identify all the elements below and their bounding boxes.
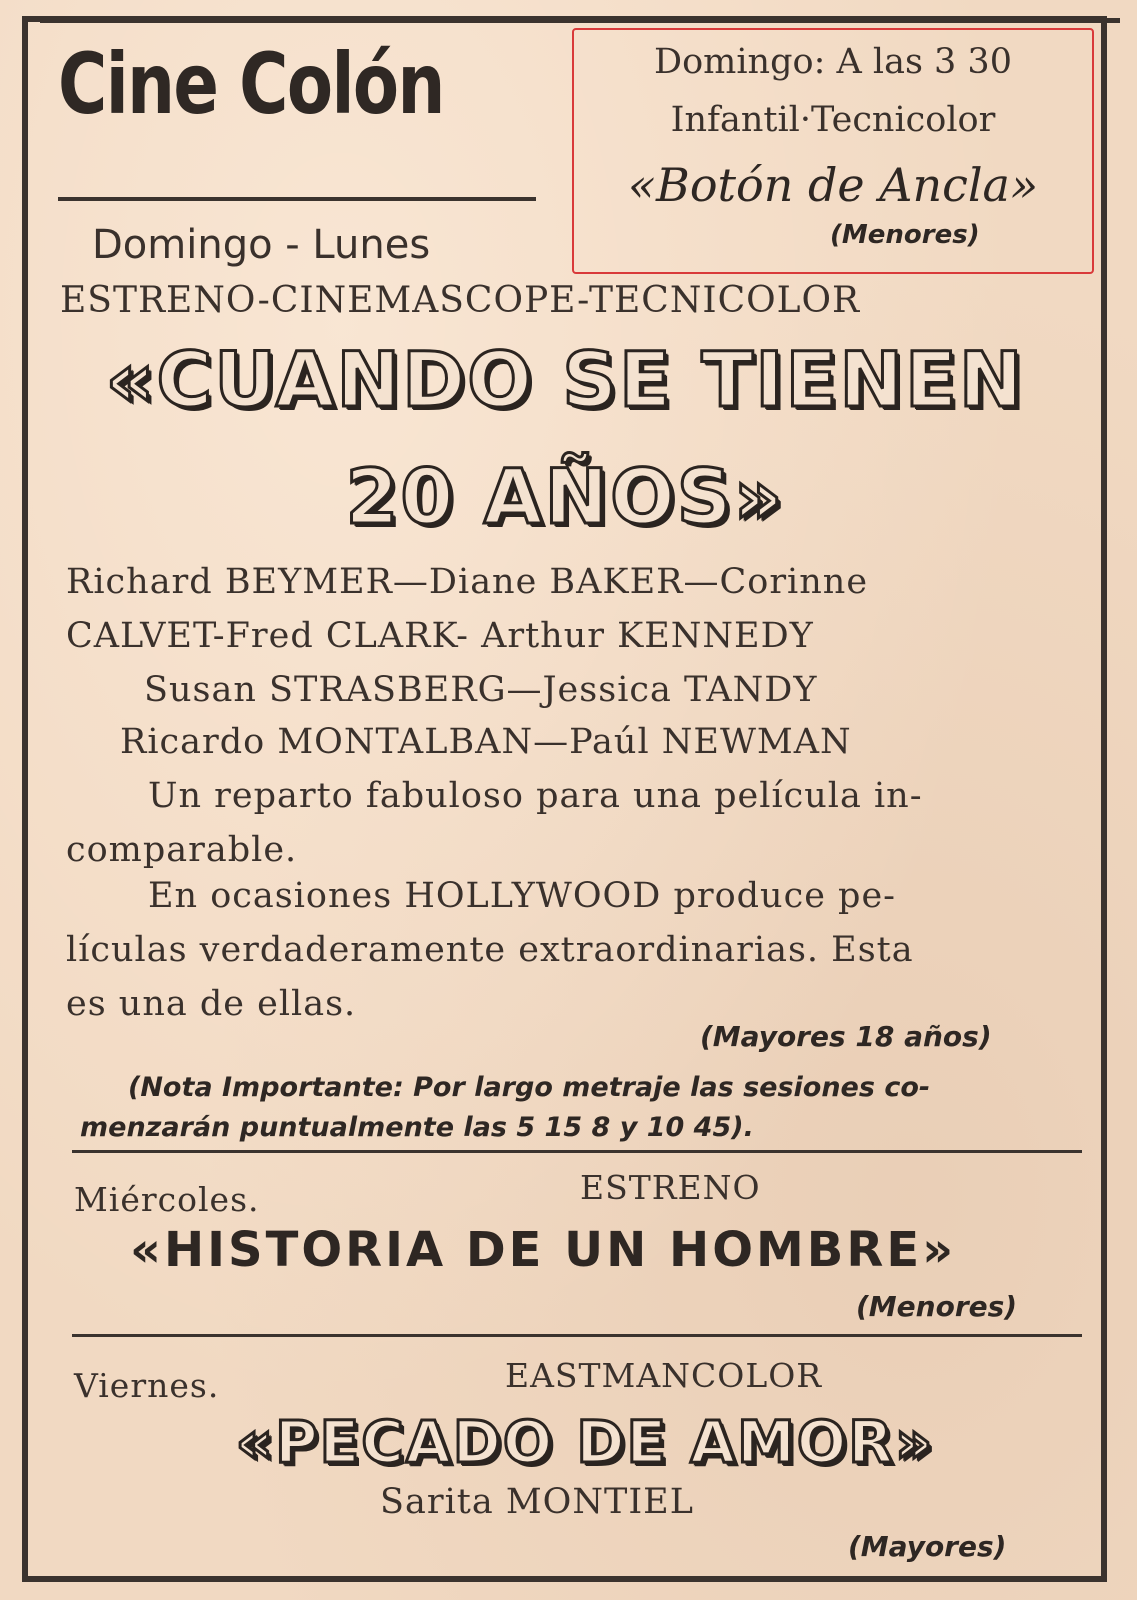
cast-line: Susan STRASBERG—Jessica TANDY (144, 670, 818, 710)
wednesday-tag: ESTRENO (580, 1168, 761, 1207)
blurb-line: comparable. (66, 830, 298, 870)
friday-tag: EASTMANCOLOR (505, 1356, 823, 1395)
infantil-rating: (Menores) (830, 220, 980, 250)
note-line: menzarán puntualmente las 5 15 8 y 10 45). (80, 1112, 754, 1143)
cast-line: CALVET-Fred CLARK- Arthur KENNEDY (66, 616, 814, 656)
blurb-line: Un reparto fabuloso para una película in- (148, 776, 923, 816)
days-label: Domingo - Lunes (92, 222, 431, 268)
cast-line: Ricardo MONTALBAN—Paúl NEWMAN (120, 722, 852, 762)
main-rating: (Mayores 18 años) (700, 1020, 992, 1053)
main-title-line1: «CUANDO SE TIENEN (105, 335, 1025, 424)
blurb-line: En ocasiones HOLLYWOOD produce pe- (148, 876, 896, 916)
section-divider (72, 1150, 1082, 1153)
friday-day: Viernes. (74, 1366, 220, 1405)
blurb-line: es una de ellas. (66, 984, 357, 1024)
cast-line: Richard BEYMER—Diane BAKER—Corinne (66, 562, 869, 602)
friday-rating: (Mayores) (848, 1530, 1007, 1563)
wednesday-rating: (Menores) (856, 1290, 1018, 1323)
friday-star: Sarita MONTIEL (380, 1482, 694, 1522)
wednesday-day: Miércoles. (74, 1180, 260, 1219)
title-rule (58, 197, 536, 201)
main-title-line2: 20 AÑOS» (345, 452, 785, 541)
friday-title: «PECADO DE AMOR» (235, 1408, 935, 1476)
infantil-format: Infantil·Tecnicolor (670, 100, 996, 140)
main-tagline: ESTRENO-CINEMASCOPE-TECNICOLOR (60, 280, 861, 321)
blurb-line: lículas verdaderamente extraordinarias. Esta (66, 930, 914, 970)
section-divider (72, 1334, 1082, 1337)
note-line: (Nota Importante: Por largo metraje las sesiones co- (128, 1072, 931, 1103)
infantil-title: «Botón de Ancla» (627, 158, 1039, 212)
cinema-name: Cine Colón (58, 35, 444, 133)
infantil-time: Domingo: A las 3 30 (654, 42, 1012, 82)
wednesday-title: «HISTORIA DE UN HOMBRE» (130, 1222, 957, 1278)
